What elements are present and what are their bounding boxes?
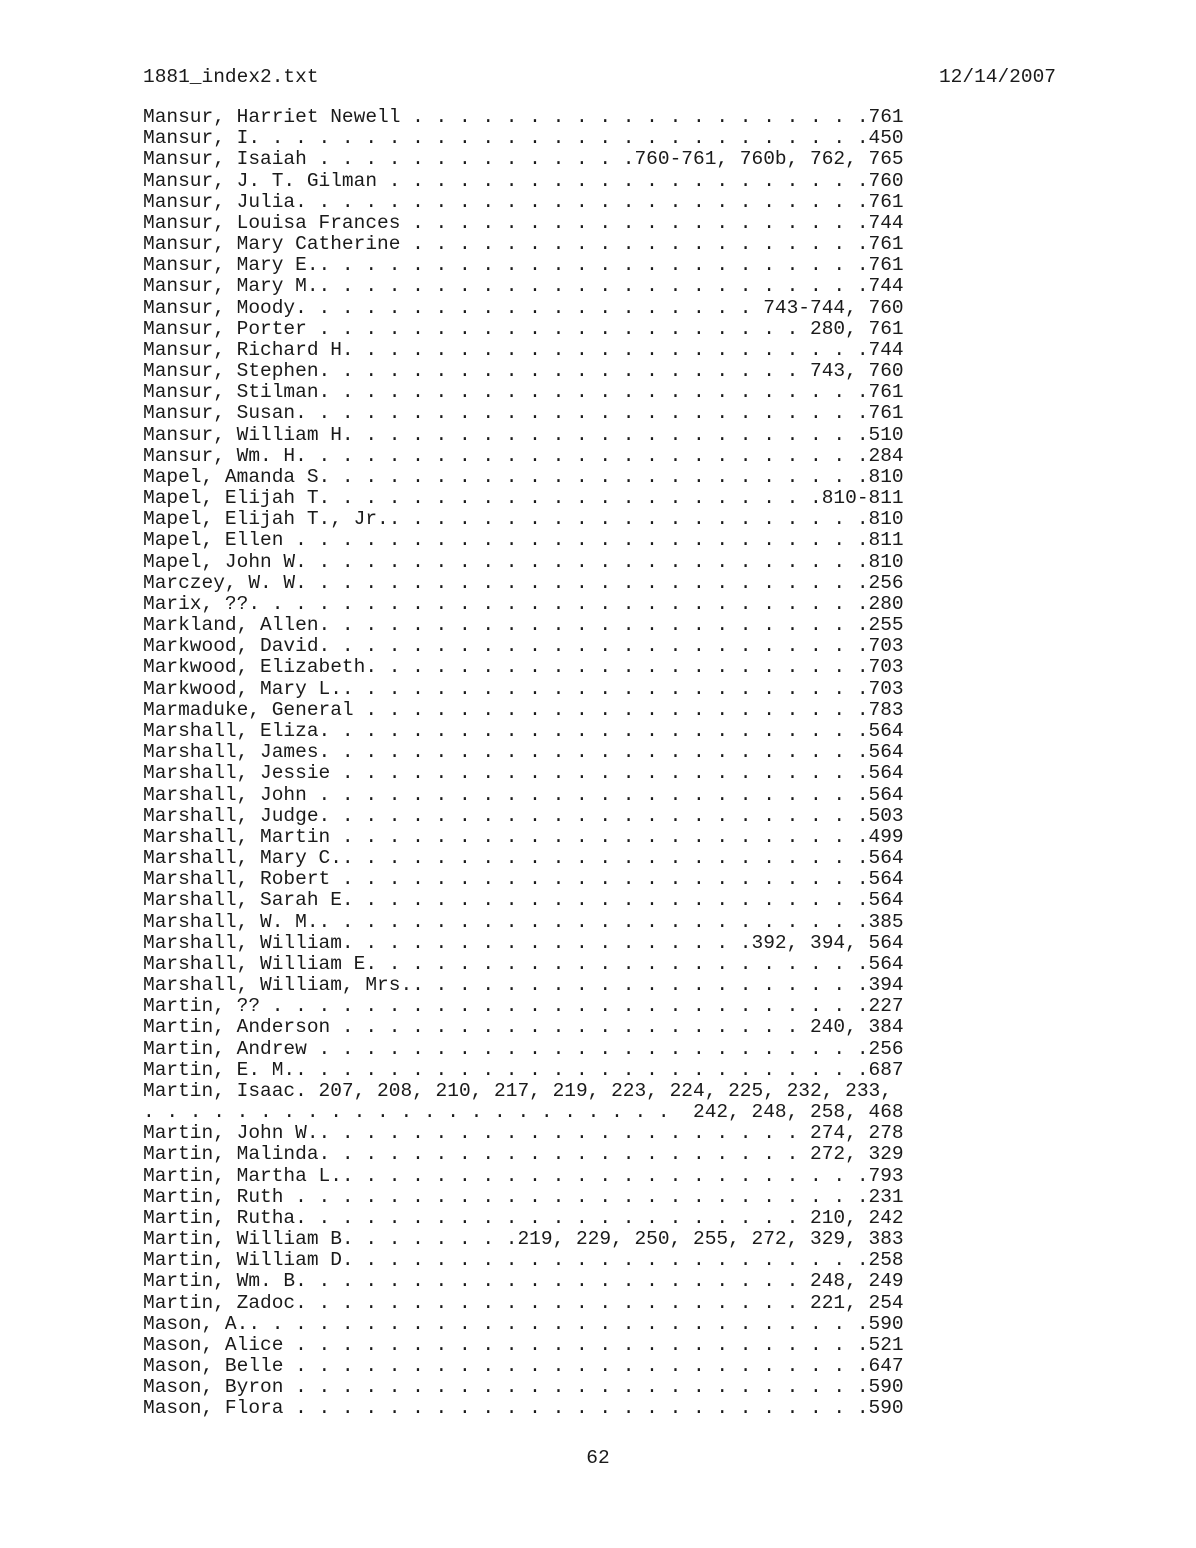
index-line: Mason, Flora . . . . . . . . . . . . . . . . . . . . . . . . .590 bbox=[143, 1397, 904, 1420]
index-line: Martin, Zadoc. . . . . . . . . . . . . . . . . . . . . . 221, 254 bbox=[143, 1291, 904, 1314]
index-line: Marshall, James. . . . . . . . . . . . . . . . . . . . . . . .564 bbox=[143, 741, 904, 764]
index-line: Marix, ??. . . . . . . . . . . . . . . . . . . . . . . . . . .280 bbox=[143, 592, 904, 615]
index-line: Mansur, Susan. . . . . . . . . . . . . . . . . . . . . . . . .761 bbox=[143, 402, 904, 425]
index-line: Mansur, Harriet Newell . . . . . . . . . . . . . . . . . . . .761 bbox=[143, 106, 904, 128]
page-number: 62 bbox=[586, 1447, 610, 1469]
index-line: Martin, Malinda. . . . . . . . . . . . . . . . . . . . . 272, 329 bbox=[143, 1143, 904, 1166]
index-line: Mansur, William H. . . . . . . . . . . . . . . . . . . . . . .510 bbox=[143, 423, 904, 446]
index-line: Marshall, W. M.. . . . . . . . . . . . . . . . . . . . . . . .385 bbox=[143, 910, 904, 933]
index-line: Marshall, Robert . . . . . . . . . . . . . . . . . . . . . . .564 bbox=[143, 868, 904, 891]
index-line: Martin, William B. . . . . . . .219, 229, 250, 255, 272, 329, 383 bbox=[143, 1228, 904, 1251]
index-line: Marshall, Judge. . . . . . . . . . . . . . . . . . . . . . . .503 bbox=[143, 804, 904, 827]
index-line: Martin, John W.. . . . . . . . . . . . . . . . . . . . . 274, 278 bbox=[143, 1122, 904, 1145]
index-line: Mason, Byron . . . . . . . . . . . . . . . . . . . . . . . . .590 bbox=[143, 1376, 904, 1399]
index-line: Marshall, William, Mrs.. . . . . . . . . . . . . . . . . . . .394 bbox=[143, 974, 904, 997]
index-line: Martin, Isaac. 207, 208, 210, 217, 219, 223, 224, 225, 232, 233, bbox=[143, 1079, 904, 1102]
document-filename: 1881_index2.txt bbox=[143, 66, 319, 88]
index-line: Martin, Ruth . . . . . . . . . . . . . . . . . . . . . . . . .231 bbox=[143, 1185, 904, 1208]
index-line: . . . . . . . . . . . . . . . . . . . . . . . 242, 248, 258, 468 bbox=[143, 1101, 904, 1124]
document-header bbox=[143, 67, 1056, 88]
index-line: Marshall, Mary C.. . . . . . . . . . . . . . . . . . . . . . .564 bbox=[143, 847, 904, 870]
index-line: Martin, Wm. B. . . . . . . . . . . . . . . . . . . . . . 248, 249 bbox=[143, 1270, 904, 1293]
index-line: Markwood, Elizabeth. . . . . . . . . . . . . . . . . . . . . .703 bbox=[143, 656, 904, 679]
index-line: Markwood, Mary L.. . . . . . . . . . . . . . . . . . . . . . .703 bbox=[143, 677, 904, 700]
index-line: Martin, Rutha. . . . . . . . . . . . . . . . . . . . . . 210, 242 bbox=[143, 1206, 904, 1229]
index-line: Martin, Andrew . . . . . . . . . . . . . . . . . . . . . . . .256 bbox=[143, 1037, 904, 1060]
index-line: Mansur, Moody. . . . . . . . . . . . . . . . . . . . 743-744, 760 bbox=[143, 296, 904, 319]
index-line: Mason, A.. . . . . . . . . . . . . . . . . . . . . . . . . . .590 bbox=[143, 1312, 904, 1335]
index-line: Mansur, Stephen. . . . . . . . . . . . . . . . . . . . . 743, 760 bbox=[143, 360, 904, 383]
index-line: Mapel, Elijah T. . . . . . . . . . . . . . . . . . . . . .810-811 bbox=[143, 487, 904, 510]
index-line: Mansur, Louisa Frances . . . . . . . . . . . . . . . . . . . .744 bbox=[143, 211, 904, 234]
index-line: Marshall, John . . . . . . . . . . . . . . . . . . . . . . . .564 bbox=[143, 783, 904, 806]
index-line: Marshall, William E. . . . . . . . . . . . . . . . . . . . . .564 bbox=[143, 952, 904, 975]
index-line: Mansur, Porter . . . . . . . . . . . . . . . . . . . . . 280, 761 bbox=[143, 317, 904, 340]
index-line: Mapel, Elijah T., Jr.. . . . . . . . . . . . . . . . . . . . .810 bbox=[143, 508, 904, 531]
index-line: Martin, ?? . . . . . . . . . . . . . . . . . . . . . . . . . .227 bbox=[143, 995, 904, 1018]
index-line: Mansur, Stilman. . . . . . . . . . . . . . . . . . . . . . . .761 bbox=[143, 381, 904, 404]
index-line: Mansur, J. T. Gilman . . . . . . . . . . . . . . . . . . . . .760 bbox=[143, 169, 904, 192]
index-line: Mansur, Mary E.. . . . . . . . . . . . . . . . . . . . . . . .761 bbox=[143, 254, 904, 277]
index-line: Mansur, Julia. . . . . . . . . . . . . . . . . . . . . . . . .761 bbox=[143, 190, 904, 213]
index-line: Marshall, Sarah E. . . . . . . . . . . . . . . . . . . . . . .564 bbox=[143, 889, 904, 912]
index-line: Martin, William D. . . . . . . . . . . . . . . . . . . . . . .258 bbox=[143, 1249, 904, 1272]
index-line: Mason, Belle . . . . . . . . . . . . . . . . . . . . . . . . .647 bbox=[143, 1355, 904, 1378]
index-line: Markland, Allen. . . . . . . . . . . . . . . . . . . . . . . .255 bbox=[143, 614, 904, 637]
index-line: Mansur, Richard H. . . . . . . . . . . . . . . . . . . . . . .744 bbox=[143, 338, 904, 361]
index-line: Mapel, John W. . . . . . . . . . . . . . . . . . . . . . . . .810 bbox=[143, 550, 904, 573]
index-line: Martin, Martha L.. . . . . . . . . . . . . . . . . . . . . . .793 bbox=[143, 1164, 904, 1187]
index-line: Mapel, Amanda S. . . . . . . . . . . . . . . . . . . . . . . .810 bbox=[143, 465, 904, 488]
print-date: 12/14/2007 bbox=[938, 66, 1056, 88]
index-line: Martin, Anderson . . . . . . . . . . . . . . . . . . . . 240, 384 bbox=[143, 1016, 904, 1039]
index-line: Mansur, Mary Catherine . . . . . . . . . . . . . . . . . . . .761 bbox=[143, 233, 904, 256]
index-line: Mansur, Wm. H. . . . . . . . . . . . . . . . . . . . . . . . .284 bbox=[143, 444, 904, 467]
index-line: Marshall, Eliza. . . . . . . . . . . . . . . . . . . . . . . .564 bbox=[143, 719, 904, 742]
index-list bbox=[143, 107, 904, 1420]
index-line: Mansur, Isaiah . . . . . . . . . . . . . .760-761, 760b, 762, 765 bbox=[143, 148, 904, 171]
index-line: Marmaduke, General . . . . . . . . . . . . . . . . . . . . . .783 bbox=[143, 698, 904, 721]
index-line: Martin, E. M.. . . . . . . . . . . . . . . . . . . . . . . . .687 bbox=[143, 1058, 904, 1081]
index-line: Marczey, W. W. . . . . . . . . . . . . . . . . . . . . . . . .256 bbox=[143, 571, 904, 594]
index-line: Mapel, Ellen . . . . . . . . . . . . . . . . . . . . . . . . .811 bbox=[143, 529, 904, 552]
index-line: Mason, Alice . . . . . . . . . . . . . . . . . . . . . . . . .521 bbox=[143, 1333, 904, 1356]
index-line: Mansur, Mary M.. . . . . . . . . . . . . . . . . . . . . . . .744 bbox=[143, 275, 904, 298]
index-line: Markwood, David. . . . . . . . . . . . . . . . . . . . . . . .703 bbox=[143, 635, 904, 658]
index-line: Marshall, Martin . . . . . . . . . . . . . . . . . . . . . . .499 bbox=[143, 825, 904, 848]
index-line: Marshall, Jessie . . . . . . . . . . . . . . . . . . . . . . .564 bbox=[143, 762, 904, 785]
index-line: Mansur, I. . . . . . . . . . . . . . . . . . . . . . . . . . .450 bbox=[143, 127, 904, 150]
index-line: Marshall, William. . . . . . . . . . . . . . . . . .392, 394, 564 bbox=[143, 931, 904, 954]
